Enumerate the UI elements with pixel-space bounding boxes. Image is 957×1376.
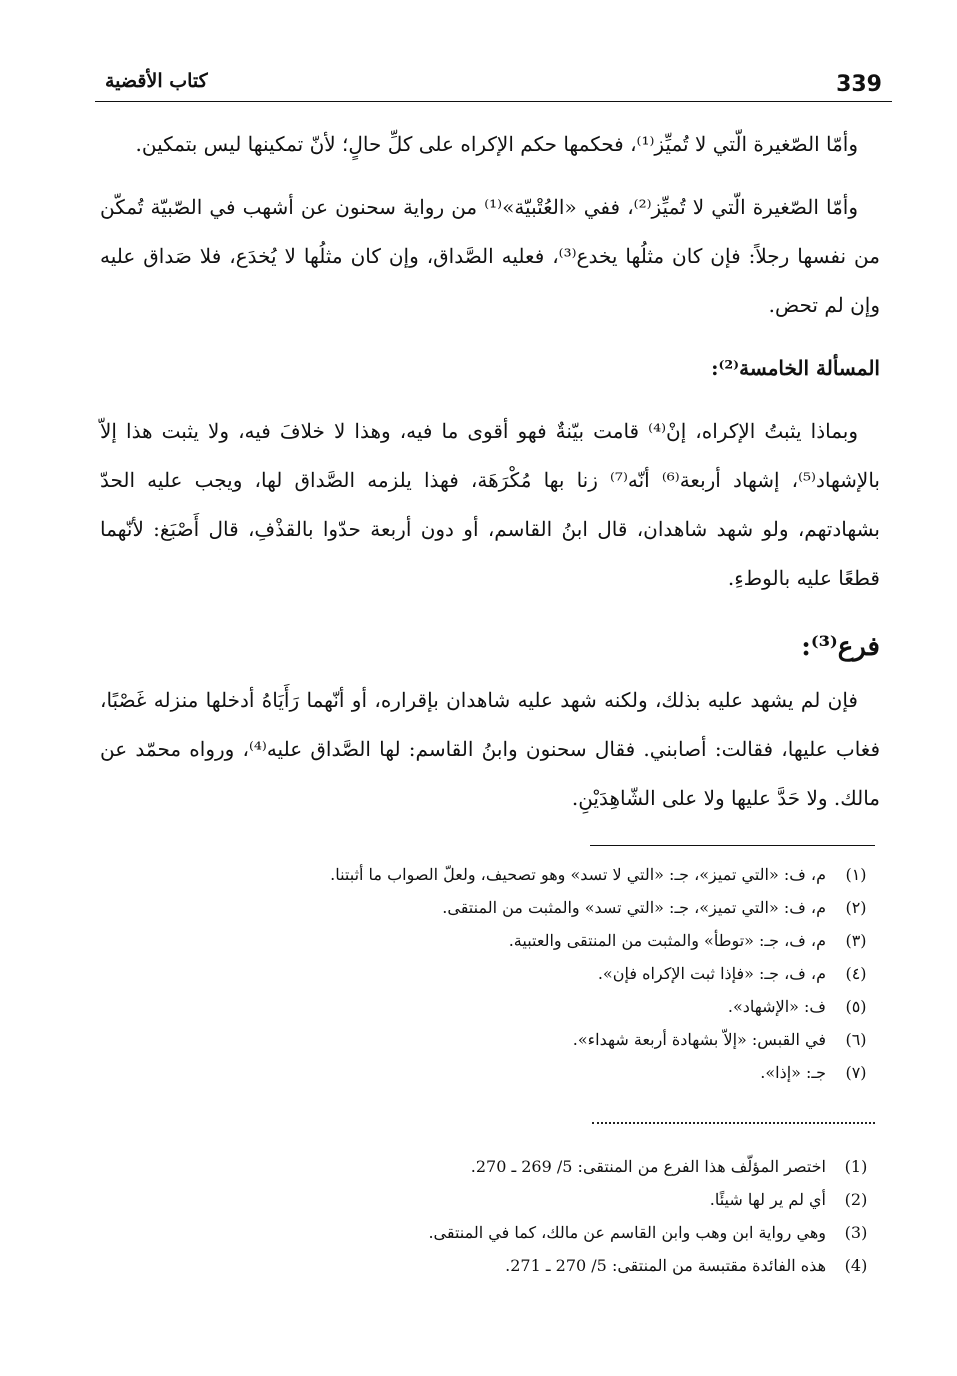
paragraph-2: وأمّا الصّغيرة الّتي لا تُميِّز⁽²⁾، ففي «العُتْبيّة»⁽¹⁾ من رواية سحنون عن أشهب في الصّبيّة تُمكّن من نفسها رجلاً: فإن كان مثلُها يخدع⁽³⁾، فعليه الصَّداق، وإن كان مثلُها لا يُخدَع، فلا صَداق عليه وإن لم تحض. <box>100 195 880 317</box>
variant-footnotes <box>150 858 880 1089</box>
footnote-number: (٧) <box>845 1063 867 1082</box>
footnote-number: (٢) <box>845 898 867 917</box>
footnote-item <box>150 1216 880 1249</box>
footnote-number: (2) <box>844 1190 868 1209</box>
footnote-text: م، ف: «التي تميز»، جـ: «التي لا تسد» وهو تصحيف، ولعلّ الصواب ما أثبتنا. <box>330 865 826 884</box>
footnote-text: ف: «الإشهاد». <box>727 997 826 1016</box>
footnote-text: أي لم ير لها شيئًا. <box>709 1190 826 1209</box>
footnote-text: م، ف، جـ: «فإذا ثبت الإكراه فإن». <box>597 964 826 983</box>
footnote-text: م، ف: «التي تميز»، جـ: «التي تسد» والمثبت من المنتقى. <box>442 898 826 917</box>
main-text <box>100 120 880 837</box>
footnote-item <box>150 1150 880 1183</box>
footnote-number: (١) <box>845 865 867 884</box>
footnote-rule <box>590 845 875 846</box>
footnote-item <box>150 858 880 891</box>
paragraph-1: وأمّا الصّغيرة الّتي لا تُميِّز⁽¹⁾، فحكمها حكم الإكراه على كلِّ حالٍ؛ لأنّ تمكينها ليس بتمكين. <box>135 132 858 156</box>
section-heading: المسألة الخامسة⁽²⁾: <box>711 356 880 380</box>
footnote-number: (3) <box>844 1223 868 1242</box>
footnote-number: (٣) <box>845 931 867 950</box>
editor-footnotes <box>150 1150 880 1282</box>
dotted-separator <box>592 1122 875 1124</box>
footnote-text: هذه الفائدة مقتبسة من المنتقى: 5/ 270 ـ 271. <box>505 1256 826 1275</box>
page-number: 339 <box>836 72 882 97</box>
footnote-number: (4) <box>844 1256 868 1275</box>
footnote-text: م، ف، جـ: «توطأ» والمثبت من المنتقى والعتبية. <box>508 931 826 950</box>
footnote-text: وهي رواية ابن وهب وابن القاسم عن مالك، كما في المنتقى. <box>428 1223 826 1242</box>
footnote-item <box>150 1183 880 1216</box>
footnote-text: اختصر المؤلّف هذا الفرع من المنتقى: 5/ 269 ـ 270. <box>470 1157 826 1176</box>
paragraph-3: وبماذا يثبتُ الإكراه، إنْ⁽⁴⁾ قامت بيّنةٌ فهو أقوى ما فيه، وهذا لا خلافَ فيه، ولا يثبت هذا إلاّ بالإشهاد⁽⁵⁾، إشهاد أربعة⁽⁶⁾ أنّه⁽⁷⁾ زنا بها مُكْرَهَة، فهذا يلزمه الصَّداق لها، ويجب عليه الحدّ بشهادتهم، ولو شهد شاهدان، قال ابنُ القاسم، أو دون أربعة حدّوا بالقذْفِ، قال أَصْبَغ: لأنّهما قطعًا عليه بالوطءِ. <box>100 419 880 590</box>
footnote-item <box>150 1023 880 1056</box>
branch-heading: فرع⁽³⁾: <box>801 632 880 662</box>
footnote-number: (٥) <box>845 997 867 1016</box>
footnote-number: (٤) <box>845 964 867 983</box>
footnote-item <box>150 924 880 957</box>
footnote-item <box>150 957 880 990</box>
footnote-text: في القبس: «إلاّ بشهادة أربعة شهداء». <box>572 1030 826 1049</box>
footnote-number: (٦) <box>845 1030 867 1049</box>
footnote-number: (1) <box>844 1157 868 1176</box>
running-title: كتاب الأقضية <box>105 70 208 92</box>
footnote-item <box>150 990 880 1023</box>
paragraph-4: فإن لم يشهد عليه بذلك، ولكنه شهد عليه شاهدان بإقراره، أو أنّهما رَأَيَاهُ أدخلها منزله غَصْبًا، فغاب عليها، فقالت: أصابني. فقال سحنون وابنُ القاسم: لها الصَّداق عليه⁽⁴⁾، ورواه محمّد عن مالك. ولا حَدَّ عليها ولا على الشّاهِدَيْنِ. <box>100 688 881 810</box>
footnote-item <box>150 1056 880 1089</box>
header-rule <box>95 101 892 102</box>
footnote-item <box>150 891 880 924</box>
footnote-item <box>150 1249 880 1282</box>
page-header <box>95 60 890 100</box>
footnote-text: جـ: «إذا». <box>760 1063 826 1082</box>
